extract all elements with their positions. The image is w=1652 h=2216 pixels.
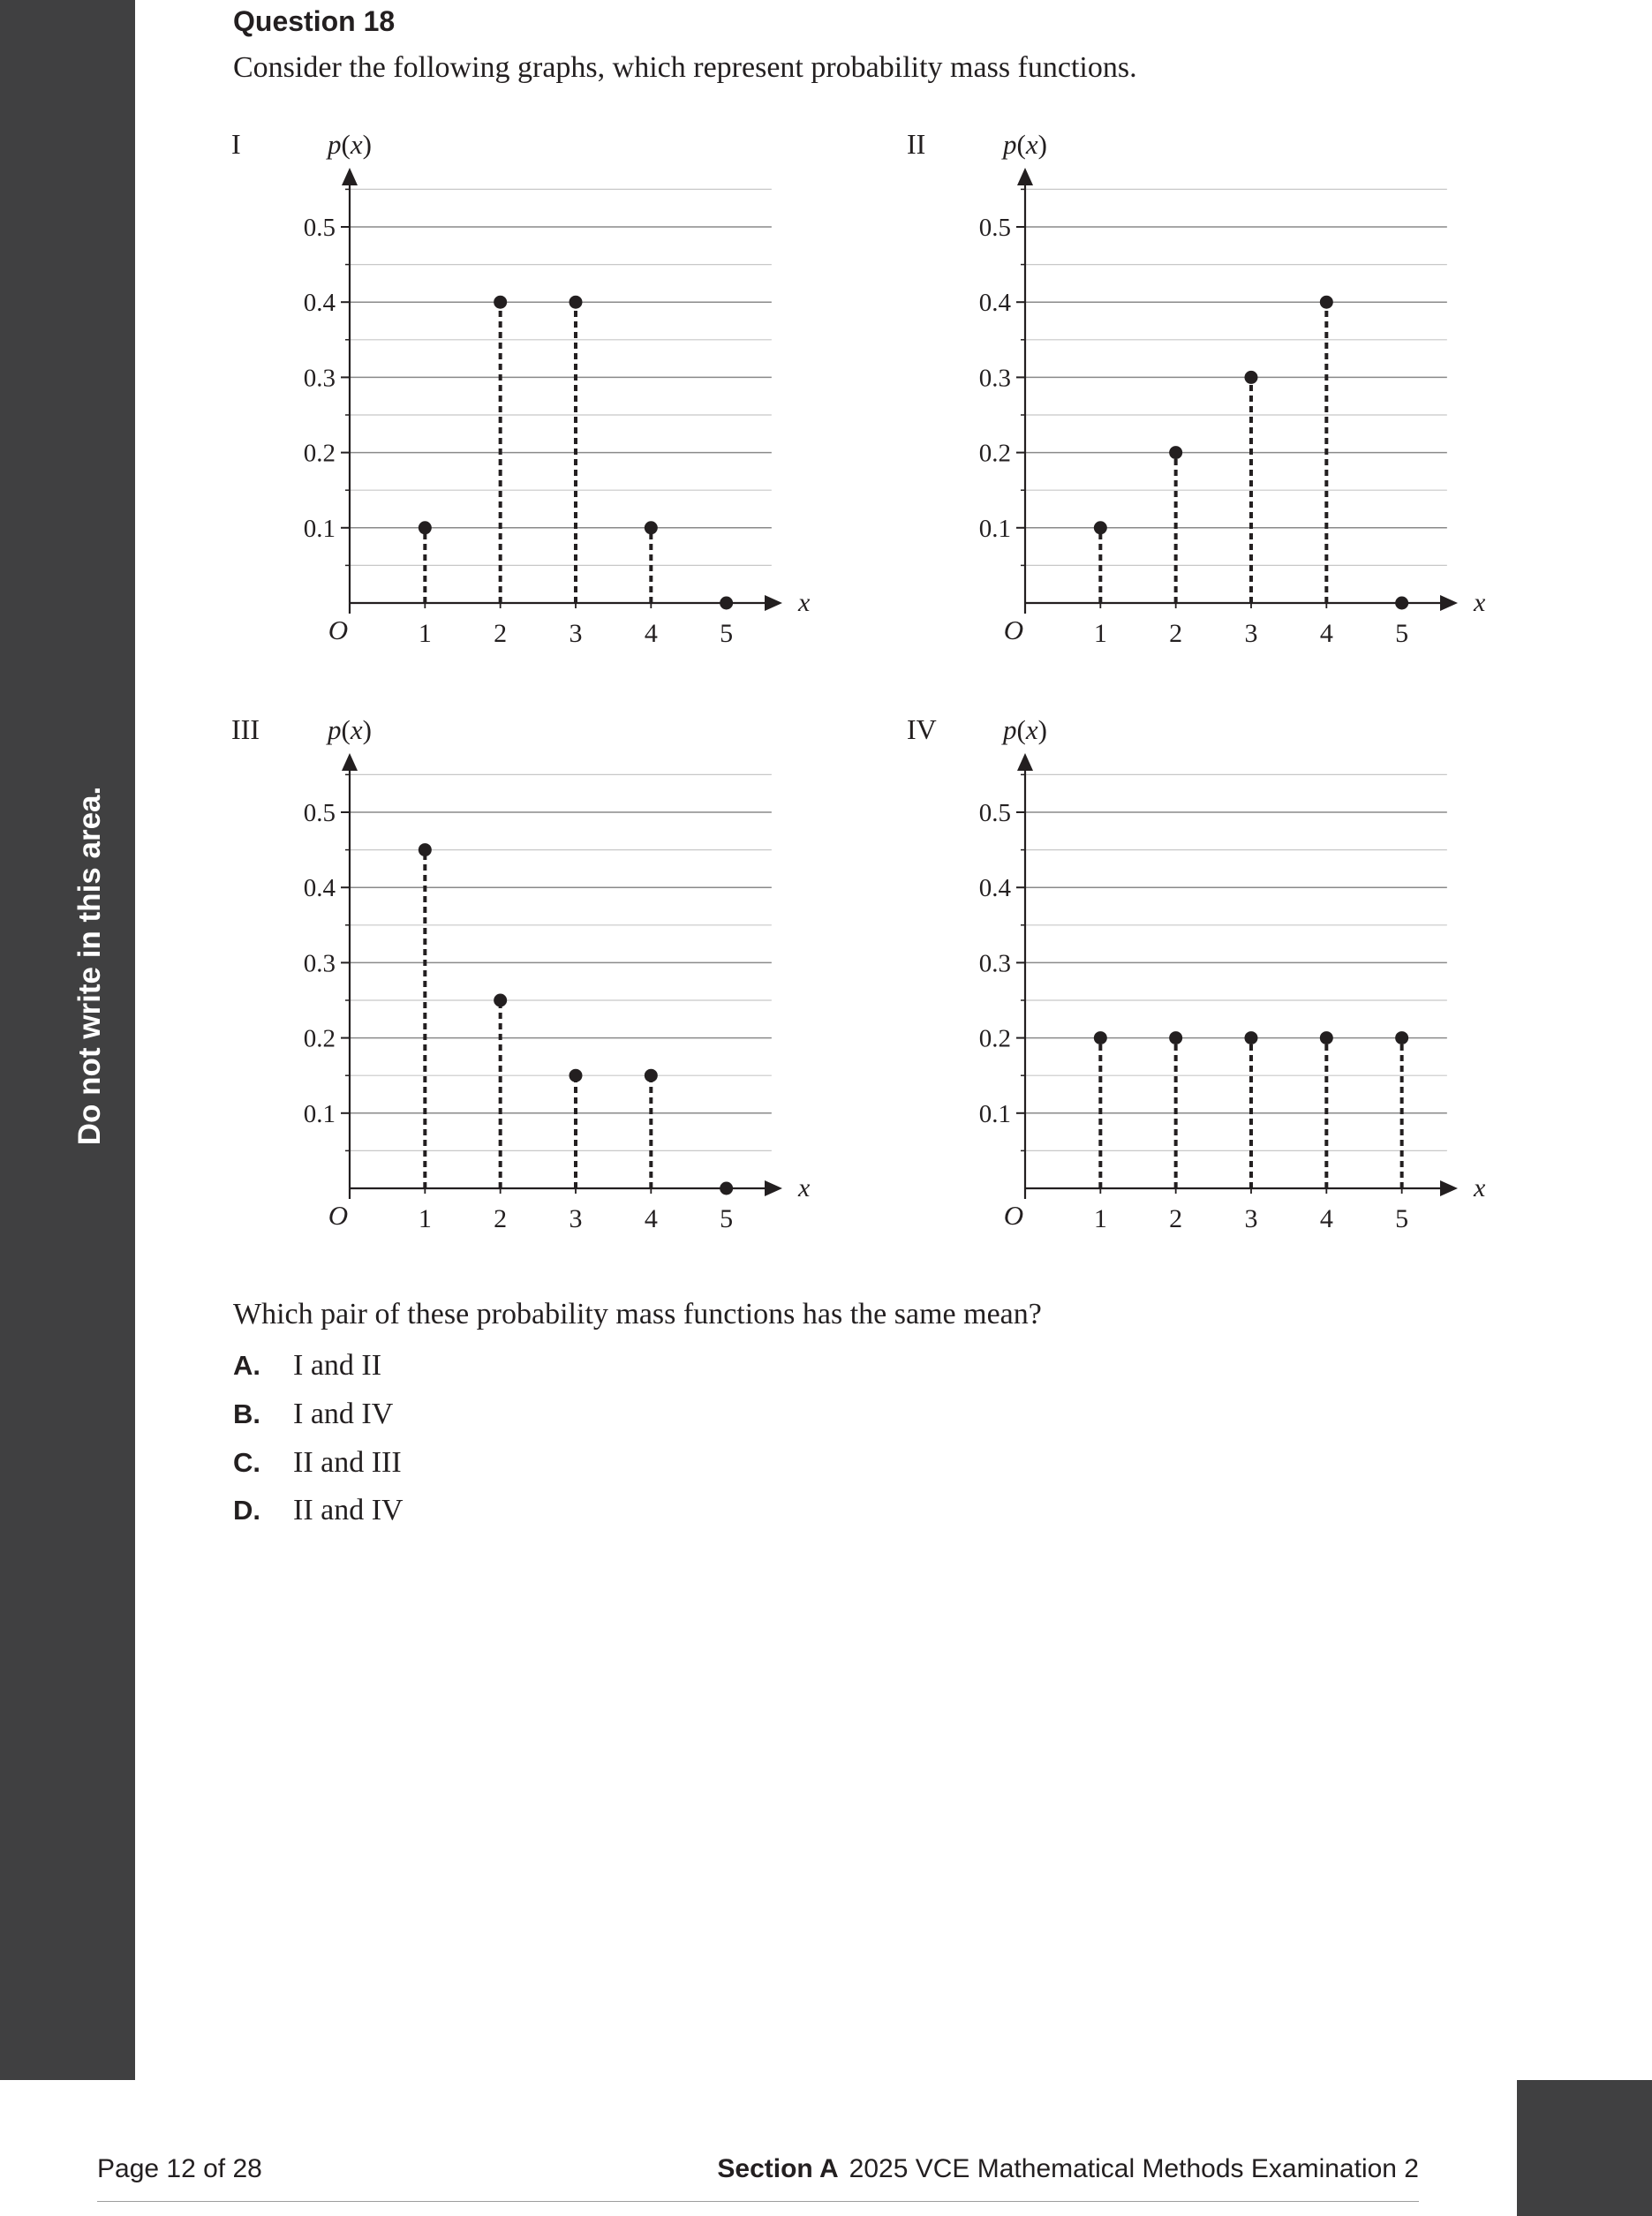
x-tick-label: 2 — [1169, 619, 1183, 648]
footer-divider — [97, 2201, 1419, 2202]
option-letter: B. — [233, 1398, 260, 1429]
y-tick-label: 0.5 — [978, 799, 1011, 827]
footer-page-number: Page 12 of 28 — [97, 2154, 262, 2183]
margin-bar — [0, 0, 135, 2080]
option-d[interactable] — [233, 1494, 404, 1527]
graph-1 — [221, 115, 856, 662]
data-point — [494, 296, 507, 309]
option-text: I and IV — [293, 1398, 394, 1430]
data-point — [494, 994, 507, 1007]
x-tick-label: 2 — [1169, 1204, 1183, 1233]
y-tick-label: 0.3 — [303, 364, 336, 393]
x-axis-label: x — [798, 1173, 811, 1202]
option-letter: A. — [233, 1350, 260, 1381]
x-tick-label: 5 — [720, 619, 734, 648]
y-tick-label: 0.1 — [303, 1099, 336, 1128]
y-tick-label: 0.1 — [978, 1099, 1011, 1128]
graph-label: III — [231, 713, 260, 745]
x-tick-label: 5 — [720, 1204, 734, 1233]
y-tick-label: 0.3 — [978, 949, 1011, 978]
y-axis-arrow — [1017, 753, 1033, 771]
origin-label: O — [1003, 614, 1024, 645]
y-tick-label: 0.2 — [303, 439, 336, 468]
y-tick-label: 0.4 — [978, 289, 1011, 318]
data-point — [1094, 1031, 1107, 1044]
x-axis-arrow — [765, 595, 782, 611]
origin-label: O — [1003, 1200, 1024, 1231]
option-c[interactable] — [233, 1446, 402, 1480]
y-axis-arrow — [1017, 168, 1033, 185]
question-title: Question 18 — [233, 5, 396, 37]
y-axis-arrow — [342, 168, 358, 185]
y-tick-label: 0.1 — [303, 514, 336, 543]
option-text: II and IV — [293, 1494, 404, 1526]
data-point — [1169, 1031, 1182, 1044]
option-b[interactable] — [233, 1398, 393, 1431]
option-a[interactable] — [233, 1349, 381, 1383]
x-tick-label: 2 — [494, 619, 508, 648]
data-point — [1094, 521, 1107, 534]
question-prompt: Which pair of these probability mass functions has the same mean? — [233, 1298, 1042, 1330]
x-axis-arrow — [765, 1180, 782, 1196]
x-tick-label: 5 — [1395, 1204, 1409, 1233]
footer-section — [717, 2154, 1419, 2184]
data-point — [1320, 1031, 1333, 1044]
x-tick-label: 1 — [418, 619, 432, 648]
graph-label: I — [231, 128, 241, 160]
x-tick-label: 3 — [1244, 619, 1258, 648]
data-point — [419, 843, 432, 856]
graph-label: II — [907, 128, 926, 160]
question-intro: Consider the following graphs, which represent probability mass functions. — [233, 51, 1137, 84]
data-point — [1244, 371, 1257, 384]
y-tick-label: 0.2 — [978, 439, 1011, 468]
data-point — [1320, 296, 1333, 309]
x-axis-label: x — [798, 588, 811, 617]
data-point — [1395, 1031, 1408, 1044]
data-point — [1395, 597, 1408, 610]
x-tick-label: 4 — [644, 1204, 658, 1233]
y-tick-label: 0.5 — [978, 214, 1011, 242]
data-point — [645, 1069, 658, 1082]
x-tick-label: 4 — [644, 619, 658, 648]
x-tick-label: 3 — [569, 619, 583, 648]
data-point — [569, 296, 582, 309]
y-tick-label: 0.1 — [978, 514, 1011, 543]
graph-2 — [896, 115, 1532, 662]
x-tick-label: 1 — [1093, 619, 1107, 648]
x-axis-label: x — [1474, 588, 1486, 617]
y-tick-label: 0.5 — [303, 214, 336, 242]
data-point — [569, 1069, 582, 1082]
y-tick-label: 0.4 — [303, 289, 336, 318]
graph-4 — [896, 700, 1532, 1247]
x-tick-label: 5 — [1395, 619, 1409, 648]
y-axis-label: p(x) — [1003, 714, 1047, 745]
y-axis-label: p(x) — [328, 129, 372, 160]
y-axis-label: p(x) — [1003, 129, 1047, 160]
origin-label: O — [328, 614, 349, 645]
y-tick-label: 0.5 — [303, 799, 336, 827]
y-axis-arrow — [342, 753, 358, 771]
data-point — [645, 521, 658, 534]
y-tick-label: 0.2 — [978, 1024, 1011, 1053]
x-tick-label: 1 — [1093, 1204, 1107, 1233]
y-axis-label: p(x) — [328, 714, 372, 745]
option-letter: D. — [233, 1495, 260, 1526]
footer-section-label: Section A — [717, 2154, 839, 2183]
x-tick-label: 2 — [494, 1204, 508, 1233]
x-tick-label: 1 — [418, 1204, 432, 1233]
x-axis-label: x — [1474, 1173, 1486, 1202]
y-tick-label: 0.4 — [978, 874, 1011, 903]
graph-label: IV — [907, 713, 937, 745]
graph-3 — [221, 700, 856, 1247]
y-tick-label: 0.3 — [303, 949, 336, 978]
y-tick-label: 0.4 — [303, 874, 336, 903]
y-tick-label: 0.3 — [978, 364, 1011, 393]
x-tick-label: 3 — [569, 1204, 583, 1233]
corner-block — [1517, 2080, 1652, 2216]
data-point — [1169, 446, 1182, 459]
x-axis-arrow — [1440, 1180, 1458, 1196]
x-tick-label: 3 — [1244, 1204, 1258, 1233]
x-tick-label: 4 — [1319, 619, 1333, 648]
footer-exam-title: 2025 VCE Mathematical Methods Examination 2 — [849, 2154, 1419, 2183]
x-tick-label: 4 — [1319, 1204, 1333, 1233]
data-point — [720, 1182, 733, 1195]
option-text: II and III — [293, 1446, 402, 1479]
data-point — [419, 521, 432, 534]
option-text: I and II — [293, 1349, 382, 1382]
data-point — [720, 597, 733, 610]
y-tick-label: 0.2 — [303, 1024, 336, 1053]
x-axis-arrow — [1440, 595, 1458, 611]
margin-note: Do not write in this area. — [72, 786, 107, 1146]
data-point — [1244, 1031, 1257, 1044]
option-letter: C. — [233, 1447, 260, 1478]
origin-label: O — [328, 1200, 349, 1231]
